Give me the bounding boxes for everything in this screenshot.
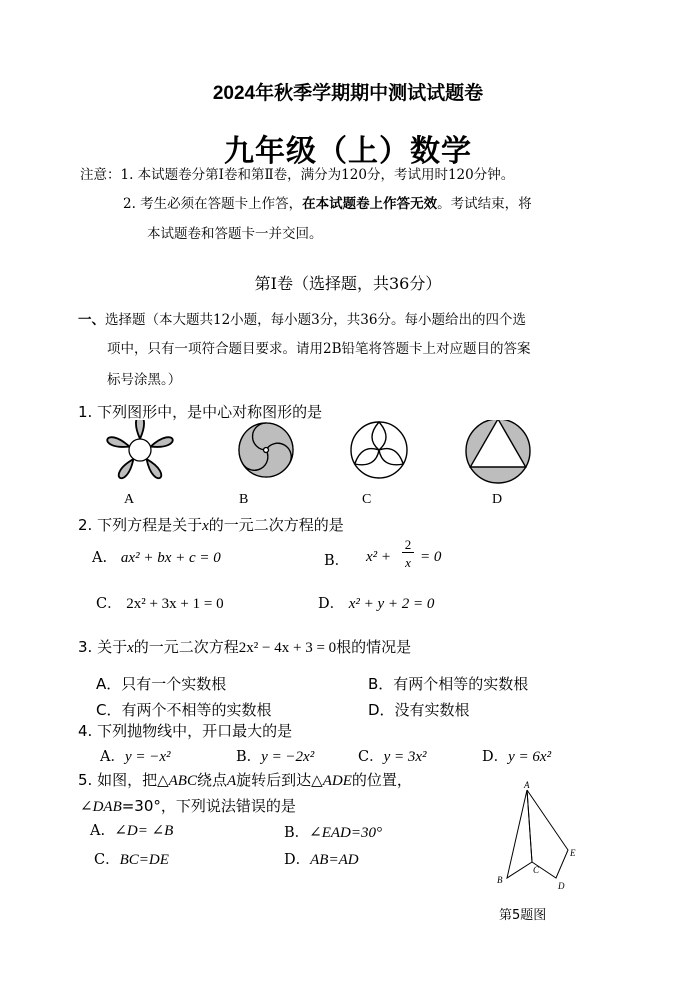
- q4-a-eq: y = −x²: [124, 749, 171, 765]
- q3-stem: [78, 636, 411, 657]
- triangle-circle-figure: [466, 420, 530, 483]
- part1-line-1-text: 选择题（本大题共12小题，每小题3分，共36分。每小题给出的四个选: [105, 312, 526, 328]
- q4-d-label: D．: [482, 749, 509, 765]
- q5-option-a: [90, 821, 173, 840]
- q4-stem: 4. 下列抛物线中，开口最大的是: [78, 722, 293, 740]
- q5-figure: [490, 776, 590, 894]
- q2-stem-text: 2. 下列方程是关于: [78, 516, 203, 534]
- q5-b-text: ∠EAD=30°: [309, 825, 383, 841]
- q5-b-label: B．: [284, 825, 310, 841]
- q1-stem: 1. 下列图形中，是中心对称图形的是: [78, 403, 323, 421]
- q5-stem-abc: ABC: [168, 773, 197, 789]
- q1-label-d: D: [492, 492, 503, 507]
- q5-stem-text-4: 的位置，: [351, 771, 412, 789]
- q2-c-label: C．: [96, 596, 122, 612]
- q3-stem-eq: 2x² − 4x + 3 = 0: [238, 640, 337, 656]
- q2-b-denominator: x: [405, 555, 411, 570]
- q2-d-eq: x² + y + 2 = 0: [348, 596, 435, 612]
- q1-figures: [100, 420, 580, 520]
- note-line-2-end: 。考试结束，将: [437, 196, 532, 212]
- q5-stem-ade: ADE: [322, 773, 352, 789]
- q2-d-label: D．: [318, 596, 345, 612]
- q2-b-numerator: 2: [402, 537, 414, 553]
- point-label-b: B: [497, 875, 503, 885]
- point-label-a: A: [524, 780, 530, 790]
- q5-figure-caption: 第5题图: [499, 908, 547, 923]
- q4-option-d: [482, 745, 551, 766]
- q2-option-a: [92, 550, 221, 567]
- q3-option-c: C．有两个不相等的实数根: [96, 701, 272, 719]
- q5-stem-text-3: 旋转后到达△: [236, 771, 323, 789]
- q2-a-label: A.: [92, 550, 108, 566]
- q1-label-a: A: [124, 492, 135, 507]
- q2-stem: [78, 514, 344, 535]
- q4-b-label: B．: [236, 749, 262, 765]
- note-line-2-bold: 在本试题卷上作答无效: [302, 196, 438, 212]
- note-line-3: 本试题卷和答题卡一并交回。: [147, 226, 323, 242]
- q5-c-text: BC=DE: [119, 852, 169, 868]
- q4-option-a: [100, 745, 171, 766]
- q1-label-b: B: [239, 492, 249, 507]
- q5-stem-a: A: [226, 773, 237, 789]
- q4-option-c: [358, 745, 427, 766]
- q5-stem-text-5: =30°，下列说法错误的是: [121, 797, 296, 815]
- q2-option-b: [324, 537, 442, 577]
- point-label-c: C: [533, 865, 540, 875]
- flower-figure: [106, 420, 174, 480]
- q2-stem-text-2: 的一元二次方程的是: [208, 516, 344, 534]
- q4-a-label: A．: [100, 749, 125, 765]
- note-line-1: 注意：1. 本试题卷分第Ⅰ卷和第Ⅱ卷，满分为120分，考试用时120分钟。: [80, 167, 515, 183]
- q4-d-eq: y = 6x²: [508, 749, 552, 765]
- q5-c-label: C．: [94, 852, 120, 868]
- q3-stem-text-2: 的一元二次方程: [133, 638, 239, 656]
- q1-label-c: C: [362, 492, 372, 507]
- point-label-d: D: [558, 881, 565, 891]
- q5-a-label: A.: [90, 823, 106, 839]
- part1-line-2: 项中，只有一项符合题目要求。请用2B铅笔将答题卡上对应题目的答案: [107, 341, 531, 357]
- swirl-figure: [229, 420, 296, 487]
- q4-option-b: [236, 745, 314, 766]
- q4-c-eq: y = 3x²: [383, 749, 427, 765]
- q5-stem-line-2: [80, 795, 296, 816]
- q5-option-b: [284, 821, 382, 842]
- q5-stem-line-1: [78, 769, 412, 790]
- q2-b-left: x² +: [366, 549, 392, 565]
- q5-stem-angle: ∠DAB: [80, 799, 122, 815]
- q5-d-label: D．: [284, 852, 311, 868]
- trefoil-figure: [351, 422, 407, 478]
- q3-stem-text: 3. 关于: [78, 638, 128, 656]
- q5-option-c: [94, 848, 169, 869]
- q3-option-d: D．没有实数根: [368, 701, 470, 719]
- subject-title: 九年级（上）数学: [224, 134, 472, 169]
- part1-line-1: [78, 308, 526, 328]
- q2-b-label: B．: [324, 553, 350, 569]
- note-line-2: [123, 192, 532, 212]
- q3-option-a: A．只有一个实数根: [96, 675, 227, 693]
- q2-a-eq: ax² + bx + c = 0: [120, 550, 221, 566]
- q2-c-eq: 2x² + 3x + 1 = 0: [126, 596, 224, 612]
- point-label-e: E: [570, 848, 576, 858]
- part1-label: 一、: [78, 312, 105, 328]
- q2-b-right: = 0: [420, 549, 442, 565]
- q2-stem-var: x: [202, 518, 209, 534]
- q5-option-d: [284, 848, 359, 869]
- q4-b-eq: y = −2x²: [261, 749, 315, 765]
- q3-stem-var: x: [127, 640, 134, 656]
- exam-title: 2024年秋季学期期中测试试题卷: [212, 83, 484, 104]
- note-line-2-text: 2. 考生必须在答题卡上作答，: [123, 196, 303, 212]
- q2-option-c: [96, 592, 224, 613]
- section-title: 第Ⅰ卷（选择题，共36分）: [254, 274, 442, 293]
- q5-stem-text: 5. 如图，把△: [78, 771, 169, 789]
- q4-c-label: C．: [358, 749, 384, 765]
- q3-option-b: B．有两个相等的实数根: [368, 675, 529, 693]
- q5-d-text: AB=AD: [310, 852, 359, 868]
- q5-stem-text-2: 绕点: [196, 771, 227, 789]
- q5-a-text: ∠D= ∠B: [114, 823, 174, 839]
- q2-option-d: [318, 592, 434, 613]
- part1-line-3: 标号涂黑。）: [107, 372, 182, 388]
- q3-stem-text-3: 根的情况是: [336, 638, 412, 656]
